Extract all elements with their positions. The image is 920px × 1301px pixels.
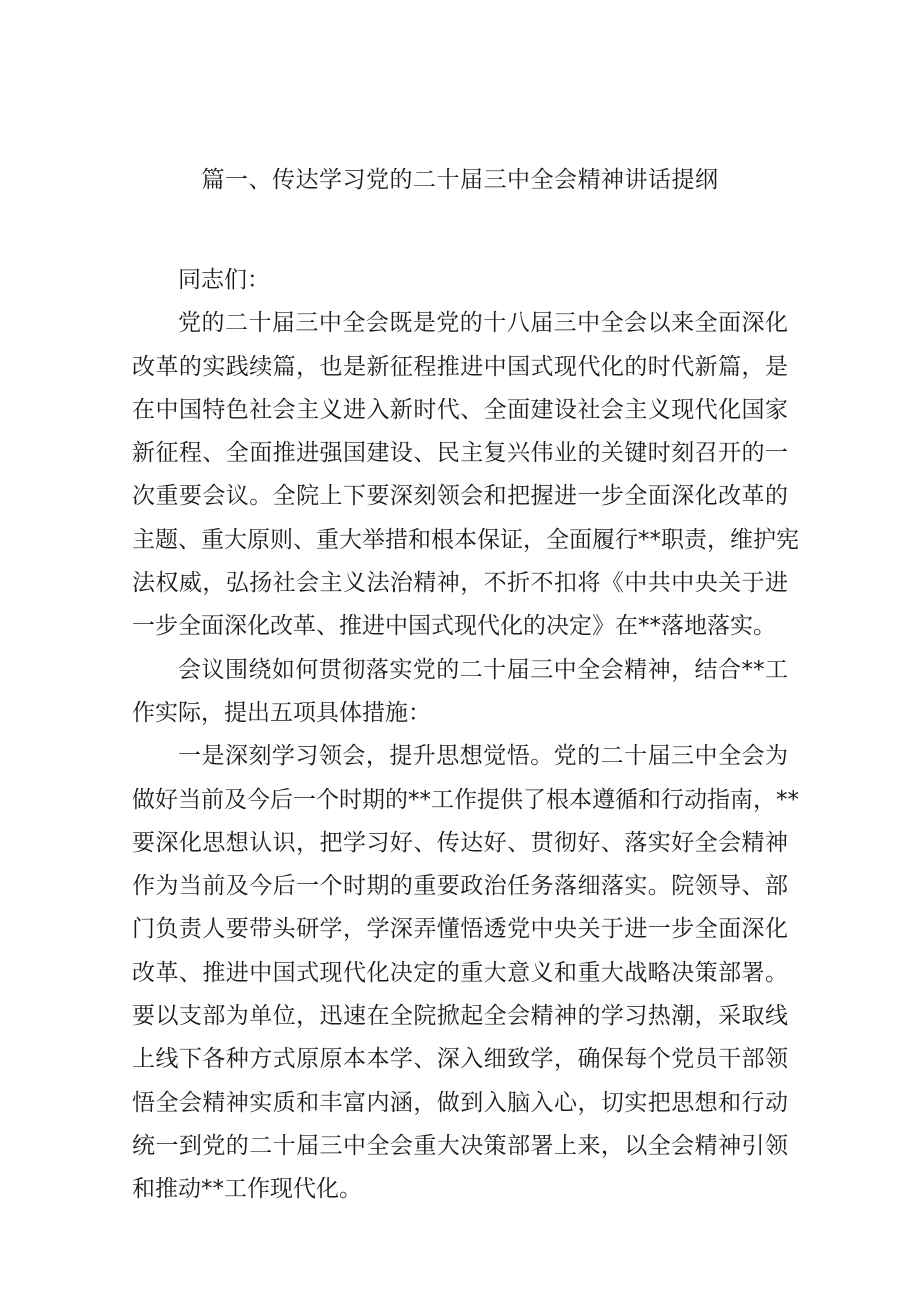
paragraph-measure-one [132,735,799,1211]
text-line: 法权威，弘扬社会主义法治精神，不折不扣将《中共中央关于进 [132,570,788,597]
text-line: 改革的实践续篇，也是新征程推进中国式现代化的时代新篇，是 [132,353,788,380]
text-line: 次重要会议。全院上下要深刻领会和把握进一步全面深化改革的 [132,483,788,510]
text-line: 统一到党的二十届三中全会重大决策部署上来，以全会精神引领 [132,1132,788,1159]
text-line: 一步全面深化改革、推进中国式现代化的决定》在**落地落实。 [132,613,776,640]
text-line: 门负责人要带头研学，学深弄懂悟透党中央关于进一步全面深化 [132,916,788,943]
text-line: 一是深刻学习领会，提升思想觉悟。党的二十届三中全会为 [178,743,788,770]
text-line: 悟全会精神实质和丰富内涵，做到入脑入心，切实把思想和行动 [132,1089,788,1116]
text-line: 改革、推进中国式现代化决定的重大意义和重大战略决策部署。 [132,959,788,986]
text-line: 做好当前及今后一个时期的**工作提供了根本遵循和行动指南，** [132,786,799,813]
text-line: 要深化思想认识，把学习好、传达好、贯彻好、落实好全会精神 [132,829,788,856]
document-body [132,259,799,1212]
text-line: 上线下各种方式原原本本学、深入细致学，确保每个党员干部领 [132,1046,788,1073]
document-title: 篇一、传达学习党的二十届三中全会精神讲话提纲 [201,167,719,193]
paragraph-intro [132,302,799,648]
text-line: 会议围绕如何贯彻落实党的二十届三中全会精神，结合**工 [178,656,788,683]
text-line: 主题、重大原则、重大举措和根本保证，全面履行**职责，维护宪 [132,526,799,553]
paragraph-measures [132,649,788,736]
salutation: 同志们： [178,267,270,293]
text-line: 要以支部为单位，迅速在全院掀起全会精神的学习热潮，采取线 [132,1003,788,1030]
text-line: 新征程、全面推进强国建设、民主复兴伟业的关键时刻召开的一 [132,440,788,467]
text-line: 作为当前及今后一个时期的重要政治任务落细落实。院领导、部 [132,873,788,900]
text-line: 党的二十届三中全会既是党的十八届三中全会以来全面深化 [178,310,788,337]
text-line: 在中国特色社会主义进入新时代、全面建设社会主义现代化国家 [132,396,788,423]
text-line: 作实际，提出五项具体措施： [132,699,431,726]
text-line: 和推动**工作现代化。 [132,1176,362,1203]
